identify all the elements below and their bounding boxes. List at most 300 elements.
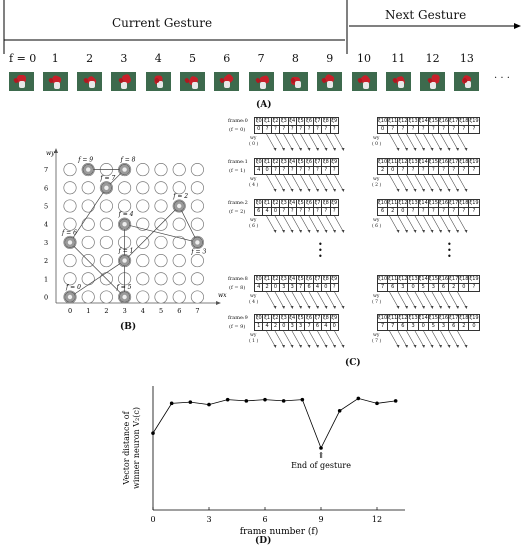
vector-header-cell: ξ2 <box>272 315 279 321</box>
vector-header-cell: ξ7 <box>314 315 321 321</box>
vector-header-cell: ξ18 <box>459 315 469 321</box>
vector-header-cell: ξ19 <box>469 315 479 321</box>
end-of-gesture-annotation: End of gesture <box>291 461 351 470</box>
vector-value-cell: 2 <box>378 167 388 175</box>
neuron <box>191 182 203 194</box>
vector-header-cell: ξ11 <box>388 159 398 165</box>
vector-value-cell: 6 <box>398 323 408 331</box>
vector-value-cell: 2 <box>263 284 271 292</box>
wy-label: wy <box>250 333 257 338</box>
vector-value-cell: ? <box>322 208 330 216</box>
vector-header-cell: ξ8 <box>322 276 329 282</box>
vector-header-cell: ξ12 <box>398 200 408 206</box>
vector-value-cell: ? <box>438 126 448 134</box>
frame-label: 2 <box>86 52 94 65</box>
vector-value-cell: ? <box>469 167 479 175</box>
y-tick-label: 1 <box>44 275 49 284</box>
continuation-dots: • • • <box>447 240 452 261</box>
vector-value-cell: ? <box>305 208 313 216</box>
vector-value-cell: 0 <box>330 323 338 331</box>
vector-value-cell: ? <box>418 208 428 216</box>
feature-vector-table <box>254 314 339 331</box>
end-of-gesture-arrow: ⇑ <box>317 451 325 460</box>
vector-value-cell: ? <box>330 167 338 175</box>
vector-header-cell: ξ19 <box>469 276 479 282</box>
x-tick-label: 0 <box>68 307 73 315</box>
frame-label: 1 <box>51 52 59 65</box>
vector-header-cell: ξ17 <box>449 159 459 165</box>
vector-header-cell: ξ15 <box>428 118 438 124</box>
vector-header-cell: ξ18 <box>459 118 469 124</box>
vector-header-cell: ξ4 <box>289 315 296 321</box>
frame-label: 8 <box>291 52 299 65</box>
frame-f-label: (f = 1) <box>229 168 246 174</box>
winner-label: f = 3 <box>191 248 207 256</box>
vector-value-cell: ? <box>330 126 338 134</box>
vector-value-cell: 2 <box>388 208 398 216</box>
x-tick-label: 6 <box>177 307 182 315</box>
caption-c: (C) <box>345 358 361 368</box>
neuron <box>173 218 185 230</box>
neuron <box>191 254 203 266</box>
wy-value: ( 4 ) <box>249 183 259 188</box>
gesture-frame-thumbnail <box>214 72 239 91</box>
vector-header-cell: ξ13 <box>408 159 418 165</box>
vector-value-cell: ? <box>313 167 321 175</box>
feature-vector-table <box>377 199 480 216</box>
frame-label: 10 <box>357 52 371 65</box>
winner-neuron-core <box>195 240 199 244</box>
som-grid <box>40 145 225 320</box>
vector-value-cell: ? <box>330 208 338 216</box>
wy-value: ( 7 ) <box>372 339 382 344</box>
frame-label: 13 <box>459 52 474 65</box>
x-tick-label: 12 <box>371 515 383 524</box>
frame-f-label: (f = 2) <box>229 209 246 215</box>
vector-header-cell: ξ10 <box>378 315 388 321</box>
vector-header-cell: ξ12 <box>398 315 408 321</box>
vector-value-cell: 4 <box>263 323 271 331</box>
x-tick-label: 0 <box>150 515 156 524</box>
vector-value-cell: ? <box>438 167 448 175</box>
neuron <box>100 200 112 212</box>
vector-value-cell: ? <box>305 167 313 175</box>
vector-header-cell: ξ6 <box>306 200 313 206</box>
vector-value-cell: ? <box>469 126 479 134</box>
vector-value-cell: 7 <box>296 284 304 292</box>
vector-header-cell: ξ9 <box>331 159 338 165</box>
vector-value-cell: ? <box>418 126 428 134</box>
distance-chart <box>115 382 415 537</box>
vector-header-cell: ξ7 <box>314 159 321 165</box>
frame-f-label: (f = 0) <box>229 127 246 133</box>
wy-label: wy <box>373 333 380 338</box>
y-axis-label-line1: Vector distance of <box>122 411 131 485</box>
wx-axis-label: wx <box>218 292 227 299</box>
vector-header-cell: ξ19 <box>469 200 479 206</box>
vector-value-cell: 6 <box>449 323 459 331</box>
vector-header-cell: ξ1 <box>264 276 271 282</box>
vector-header-cell: ξ3 <box>280 159 287 165</box>
vector-header-cell: ξ2 <box>272 200 279 206</box>
vector-header-cell: ξ9 <box>331 118 338 124</box>
gesture-frame-thumbnail <box>146 72 171 91</box>
vector-value-cell: 3 <box>438 323 448 331</box>
x-tick-label: 1 <box>86 307 91 315</box>
winner-label: f = 7 <box>100 174 116 182</box>
vector-value-cell: 3 <box>398 284 408 292</box>
x-axis-label: frame number (f) <box>239 527 319 537</box>
vector-value-cell: ? <box>296 208 304 216</box>
data-point <box>226 398 230 402</box>
vector-header-cell: ξ2 <box>272 159 279 165</box>
data-point <box>170 402 174 406</box>
feature-vector-table <box>254 117 339 134</box>
vector-value-cell: 0 <box>280 323 288 331</box>
neuron <box>82 218 94 230</box>
neuron <box>191 163 203 175</box>
gesture-frame-thumbnail <box>249 72 274 91</box>
distance-line <box>153 398 396 448</box>
caption-a: (A) <box>256 100 272 110</box>
vector-value-cell: 0 <box>322 284 330 292</box>
shift-arrows <box>254 174 374 194</box>
vector-header-cell: ξ18 <box>459 159 469 165</box>
vector-value-cell: 1 <box>255 323 263 331</box>
data-point <box>245 399 249 403</box>
winner-neuron-core <box>177 204 181 208</box>
vector-header-cell: ξ6 <box>306 118 313 124</box>
vector-header-cell: ξ14 <box>418 315 428 321</box>
vector-value-cell: ? <box>428 126 438 134</box>
vector-value-cell: ? <box>288 126 296 134</box>
vector-value-cell: 5 <box>418 284 428 292</box>
x-tick-label: 2 <box>104 307 109 315</box>
vector-header-cell: ξ1 <box>264 315 271 321</box>
vector-value-cell: 0 <box>271 284 279 292</box>
shift-arrows <box>254 330 374 350</box>
data-point <box>301 398 305 402</box>
vector-header-cell: ξ7 <box>314 276 321 282</box>
wy-value: ( 0 ) <box>372 142 382 147</box>
vector-header-cell: ξ17 <box>449 118 459 124</box>
winner-neuron-core <box>86 167 90 171</box>
winner-label: f = 5 <box>116 284 132 291</box>
wy-label: wy <box>250 177 257 182</box>
vector-value-cell: 6 <box>388 284 398 292</box>
neuron <box>155 182 167 194</box>
vector-value-cell: ? <box>330 284 338 292</box>
gesture-frame-thumbnail <box>420 72 445 91</box>
neuron <box>137 200 149 212</box>
vector-header-cell: ξ12 <box>398 118 408 124</box>
vector-value-cell: ? <box>449 167 459 175</box>
vector-value-cell: ? <box>408 126 418 134</box>
winner-neuron-core <box>122 167 126 171</box>
vector-value-cell: ? <box>418 167 428 175</box>
winner-neuron-core <box>68 295 72 299</box>
vector-header-cell: ξ12 <box>398 276 408 282</box>
data-point <box>282 399 286 403</box>
vector-header-cell: ξ16 <box>438 118 449 124</box>
vector-value-cell: 3 <box>408 323 418 331</box>
vector-value-cell: ? <box>296 126 304 134</box>
neuron <box>64 163 76 175</box>
vector-value-cell: ? <box>271 126 279 134</box>
wy-label: wy <box>373 177 380 182</box>
vector-header-cell: ξ8 <box>322 200 329 206</box>
wy-label: wy <box>250 294 257 299</box>
frames-ellipsis: . . . <box>494 70 510 81</box>
vector-header-cell: ξ14 <box>418 276 428 282</box>
winner-label: f = 9 <box>78 156 94 164</box>
vector-header-cell: ξ5 <box>297 276 304 282</box>
data-point <box>375 402 379 406</box>
vector-value-cell: ? <box>322 126 330 134</box>
gesture-frame-thumbnail <box>317 72 342 91</box>
gesture-frame-thumbnail <box>111 72 136 91</box>
vector-value-cell: ? <box>271 167 279 175</box>
y-tick-label: 2 <box>44 257 49 266</box>
vector-header-cell: ξ17 <box>449 315 459 321</box>
neuron <box>155 291 167 303</box>
vector-header-cell: ξ0 <box>255 200 262 206</box>
frame-label: frame:0 <box>228 118 248 124</box>
wy-value: ( 1 ) <box>249 339 259 344</box>
y-tick-label: 3 <box>44 238 49 247</box>
gesture-frame-thumbnail <box>283 72 308 91</box>
neuron <box>155 236 167 248</box>
neuron <box>118 182 130 194</box>
frame-label: 12 <box>425 52 440 65</box>
vector-header-cell: ξ2 <box>272 276 279 282</box>
shift-arrows <box>377 133 497 153</box>
wy-value: ( 6 ) <box>372 224 382 229</box>
vector-header-cell: ξ16 <box>438 276 449 282</box>
vector-header-cell: ξ7 <box>314 200 321 206</box>
gesture-frame-thumbnail <box>352 72 377 91</box>
vector-header-cell: ξ16 <box>438 200 449 206</box>
y-axis-label <box>122 407 141 489</box>
vector-header-cell: ξ3 <box>280 315 287 321</box>
vector-value-cell: ? <box>469 208 479 216</box>
vector-value-cell: 3 <box>428 284 438 292</box>
data-point <box>263 398 267 402</box>
vector-value-cell: ? <box>438 208 448 216</box>
vector-header-cell: ξ3 <box>280 276 287 282</box>
vector-header-cell: ξ5 <box>297 118 304 124</box>
vector-header-cell: ξ5 <box>297 200 304 206</box>
neuron <box>82 200 94 212</box>
vector-value-cell: 2 <box>271 323 279 331</box>
vector-value-cell: ? <box>322 167 330 175</box>
neuron <box>82 291 94 303</box>
vector-value-cell: 3 <box>288 323 296 331</box>
winner-label: f = 8 <box>120 156 136 164</box>
neuron <box>191 218 203 230</box>
vector-value-cell: ? <box>280 126 288 134</box>
data-point <box>151 431 155 435</box>
wy-axis-label: wy <box>46 150 55 157</box>
vector-header-cell: ξ5 <box>297 159 304 165</box>
vector-value-cell: 6 <box>313 323 321 331</box>
neuron <box>64 200 76 212</box>
x-tick-label: 5 <box>159 307 164 315</box>
winner-neuron-core <box>68 240 72 244</box>
x-tick-label: 9 <box>318 515 324 524</box>
neuron <box>137 163 149 175</box>
y-axis-label-line2: winner neuron V₂(c) <box>132 407 141 489</box>
neuron <box>191 200 203 212</box>
vector-header-cell: ξ11 <box>388 315 398 321</box>
vector-value-cell: 6 <box>305 284 313 292</box>
vector-header-cell: ξ14 <box>418 118 428 124</box>
vector-header-cell: ξ4 <box>289 118 296 124</box>
next-gesture-label: Next Gesture <box>385 8 467 22</box>
feature-vector-table <box>254 158 339 175</box>
x-tick-label: 7 <box>195 307 200 315</box>
vector-value-cell: 2 <box>459 323 469 331</box>
frame-label: f = 0 <box>9 52 37 65</box>
frame-label: frame:8 <box>228 276 248 282</box>
wy-value: ( 4 ) <box>249 300 259 305</box>
y-tick-label: 4 <box>44 220 49 229</box>
vector-value-cell: 4 <box>313 284 321 292</box>
vector-header-cell: ξ17 <box>449 200 459 206</box>
neuron <box>100 254 112 266</box>
vector-value-cell: ? <box>449 126 459 134</box>
winner-label: f = 1 <box>118 247 134 255</box>
gesture-frame-thumbnail <box>454 72 479 91</box>
vector-value-cell: 4 <box>255 167 263 175</box>
neuron <box>173 291 185 303</box>
winner-label: f = 2 <box>173 193 189 200</box>
vector-header-cell: ξ13 <box>408 276 418 282</box>
vector-value-cell: ? <box>459 126 469 134</box>
vector-header-cell: ξ14 <box>418 159 428 165</box>
vector-value-cell: 3 <box>296 323 304 331</box>
vector-value-cell: ? <box>408 208 418 216</box>
vector-header-cell: ξ1 <box>264 159 271 165</box>
vector-header-cell: ξ6 <box>306 159 313 165</box>
continuation-dots: • • • <box>318 240 323 261</box>
vector-value-cell: 7 <box>378 323 388 331</box>
vector-header-cell: ξ7 <box>314 118 321 124</box>
vector-value-cell: 6 <box>438 284 448 292</box>
vector-header-cell: ξ3 <box>280 200 287 206</box>
neuron <box>173 273 185 285</box>
neuron <box>137 182 149 194</box>
shift-arrows <box>377 215 497 235</box>
winner-label: f = 6 <box>62 229 77 237</box>
vector-value-cell: 0 <box>459 284 469 292</box>
vector-header-cell: ξ0 <box>255 315 262 321</box>
feature-vector-table <box>254 199 339 216</box>
neuron <box>64 254 76 266</box>
vector-value-cell: 7 <box>378 284 388 292</box>
neuron <box>155 200 167 212</box>
vector-value-cell: 2 <box>449 284 459 292</box>
frame-label: 9 <box>326 52 334 65</box>
vector-header-cell: ξ4 <box>289 276 296 282</box>
vector-value-cell: ? <box>469 284 479 292</box>
shift-arrows <box>377 174 497 194</box>
x-tick-label: 3 <box>122 307 127 315</box>
vector-value-cell: ? <box>313 126 321 134</box>
data-point <box>207 403 211 407</box>
frame-label: 4 <box>154 52 162 65</box>
vector-value-cell: ? <box>288 208 296 216</box>
gesture-frame-thumbnail <box>9 72 34 91</box>
feature-vector-table <box>377 117 480 134</box>
x-tick-label: 6 <box>262 515 268 524</box>
vector-value-cell: 0 <box>408 284 418 292</box>
vector-value-cell: 0 <box>255 126 263 134</box>
vector-value-cell: ? <box>388 126 398 134</box>
current-gesture-label: Current Gesture <box>112 16 213 30</box>
neuron <box>155 273 167 285</box>
vector-value-cell: ? <box>428 208 438 216</box>
vector-value-cell: 0 <box>469 323 479 331</box>
vector-header-cell: ξ4 <box>289 159 296 165</box>
vector-value-cell: ? <box>288 167 296 175</box>
vector-header-cell: ξ11 <box>388 276 398 282</box>
neuron <box>82 182 94 194</box>
neuron <box>137 291 149 303</box>
shift-arrows <box>254 215 374 235</box>
data-point <box>394 399 398 403</box>
winner-neuron-core <box>122 295 126 299</box>
frame-label: 7 <box>257 52 265 65</box>
vector-header-cell: ξ4 <box>289 200 296 206</box>
neuron <box>100 291 112 303</box>
vector-value-cell: ? <box>398 126 408 134</box>
neuron <box>155 163 167 175</box>
vector-value-cell: ? <box>459 167 469 175</box>
vector-value-cell: 4 <box>255 284 263 292</box>
winner-neuron-core <box>122 258 126 262</box>
neuron <box>137 273 149 285</box>
feature-vector-table <box>377 275 480 292</box>
vector-header-cell: ξ9 <box>331 200 338 206</box>
winner-neuron-core <box>122 222 126 226</box>
vector-value-cell: 0 <box>378 126 388 134</box>
shift-arrows <box>254 133 374 153</box>
neuron <box>191 273 203 285</box>
vector-value-cell: ? <box>280 208 288 216</box>
vector-header-cell: ξ9 <box>331 315 338 321</box>
data-point <box>319 446 323 450</box>
feature-vector-table <box>377 314 480 331</box>
vector-header-cell: ξ16 <box>438 315 449 321</box>
data-point <box>357 397 361 401</box>
vector-header-cell: ξ9 <box>331 276 338 282</box>
vector-header-cell: ξ15 <box>428 200 438 206</box>
vector-value-cell: 0 <box>263 167 271 175</box>
data-point <box>189 400 193 404</box>
vector-header-cell: ξ8 <box>322 315 329 321</box>
vector-header-cell: ξ10 <box>378 118 388 124</box>
frame-label: frame:2 <box>228 200 248 206</box>
vector-header-cell: ξ13 <box>408 315 418 321</box>
vector-value-cell: ? <box>313 208 321 216</box>
frame-label: frame:9 <box>228 315 248 321</box>
vector-header-cell: ξ10 <box>378 200 388 206</box>
wy-label: wy <box>250 218 257 223</box>
wy-label: wy <box>250 136 257 141</box>
neuron <box>100 218 112 230</box>
vector-value-cell: 0 <box>398 208 408 216</box>
